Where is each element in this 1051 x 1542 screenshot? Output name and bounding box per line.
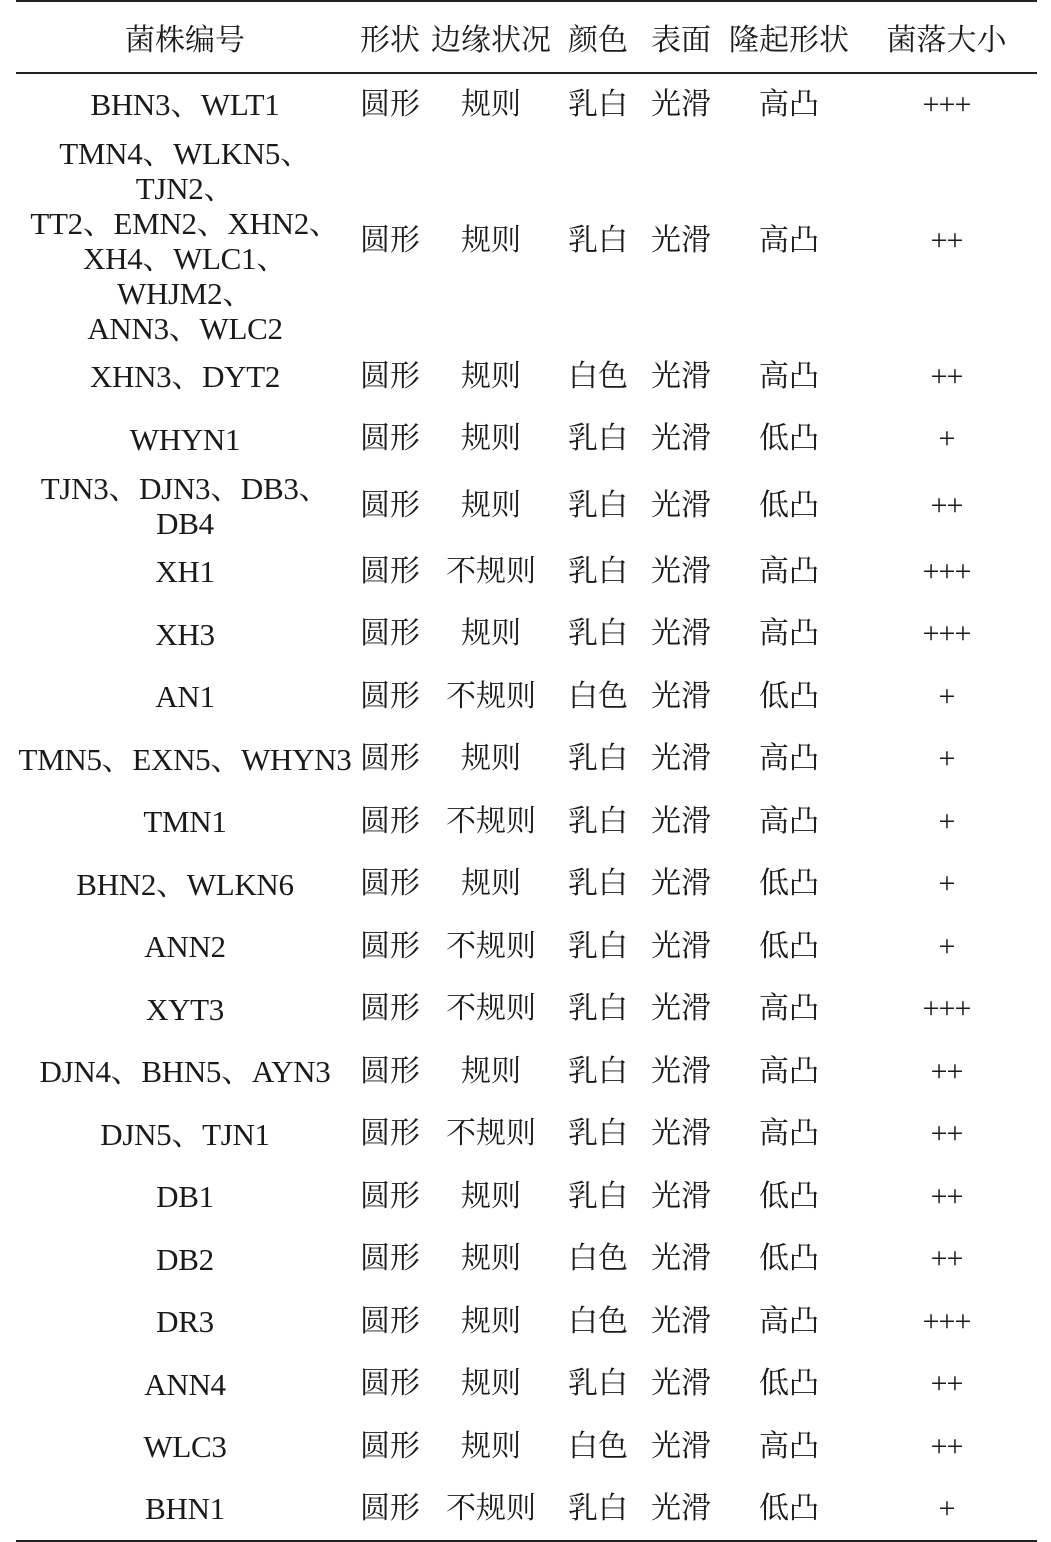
strain-id-cell: ANN2 bbox=[144, 929, 226, 965]
surface-cell: 光滑 bbox=[651, 1428, 711, 1464]
table-row bbox=[16, 603, 1037, 666]
edge-cell: 不规则 bbox=[426, 1478, 556, 1541]
header-colony-size: 菌落大小 bbox=[856, 1, 1037, 73]
colony-size-cell: +++ bbox=[922, 992, 971, 1026]
edge-cell: 不规则 bbox=[446, 991, 536, 1027]
strain-id-cell: XYT3 bbox=[145, 991, 224, 1027]
strain-id-cell: BHN1 bbox=[16, 1478, 354, 1541]
elevation-cell: 高凸 bbox=[759, 1428, 819, 1464]
color-cell: 乳白 bbox=[568, 866, 628, 902]
surface-cell: 光滑 bbox=[651, 1303, 711, 1339]
elevation-cell: 高凸 bbox=[759, 616, 819, 652]
strain-id-cell: DB2 bbox=[156, 1241, 214, 1277]
shape-cell: 圆形 bbox=[360, 1241, 420, 1277]
elevation-cell: 高凸 bbox=[759, 222, 819, 258]
elevation-cell: 低凸 bbox=[759, 678, 819, 714]
colony-size-cell: + bbox=[856, 1478, 1037, 1541]
shape-cell: 圆形 bbox=[360, 1178, 420, 1214]
elevation-cell: 低凸 bbox=[759, 487, 819, 523]
table-row bbox=[16, 1353, 1037, 1416]
edge-cell: 规则 bbox=[461, 86, 521, 122]
surface-cell: 光滑 bbox=[651, 1241, 711, 1277]
header-shape: 形状 bbox=[354, 1, 426, 73]
color-cell: 乳白 bbox=[568, 1053, 628, 1089]
shape-cell: 圆形 bbox=[360, 1116, 420, 1152]
table-row bbox=[16, 1103, 1037, 1166]
colony-size-cell: +++ bbox=[922, 617, 971, 651]
elevation-cell: 低凸 bbox=[759, 421, 819, 457]
colony-size-cell: + bbox=[938, 929, 955, 963]
table-row bbox=[16, 1041, 1037, 1104]
color-cell: 乳白 bbox=[568, 222, 628, 258]
colony-size-cell: ++ bbox=[930, 1242, 963, 1276]
surface-cell: 光滑 bbox=[651, 86, 711, 122]
strain-id-cell: DB1 bbox=[156, 1179, 214, 1215]
edge-cell: 规则 bbox=[461, 1241, 521, 1277]
table-body bbox=[16, 73, 1037, 1541]
edge-cell: 规则 bbox=[461, 866, 521, 902]
table-row bbox=[16, 666, 1037, 729]
strain-id-cell: DJN4、BHN5、AYN3 bbox=[39, 1054, 331, 1090]
strain-id-cell: TMN4、WLKN5、TJN2、 TT2、EMN2、XHN2、 XH4、WLC1、WHJM2、 ANN3、WLC2 bbox=[30, 135, 340, 346]
colony-size-cell: + bbox=[938, 679, 955, 713]
edge-cell: 不规则 bbox=[446, 678, 536, 714]
table-row bbox=[16, 1291, 1037, 1354]
shape-cell: 圆形 bbox=[360, 1366, 420, 1402]
colony-size-cell: +++ bbox=[922, 554, 971, 588]
color-cell: 乳白 bbox=[568, 1116, 628, 1152]
edge-cell: 不规则 bbox=[446, 928, 536, 964]
strain-id-cell: AN1 bbox=[155, 679, 215, 715]
header-surface: 表面 bbox=[640, 1, 722, 73]
table-row bbox=[16, 728, 1037, 791]
shape-cell: 圆形 bbox=[360, 616, 420, 652]
table-row bbox=[16, 853, 1037, 916]
header-row bbox=[16, 1, 1037, 73]
table-row bbox=[16, 471, 1037, 541]
surface-cell: 光滑 bbox=[651, 487, 711, 523]
colony-size-cell: ++ bbox=[930, 1367, 963, 1401]
elevation-cell: 高凸 bbox=[759, 358, 819, 394]
elevation-cell: 高凸 bbox=[759, 741, 819, 777]
table-row bbox=[16, 73, 1037, 136]
surface-cell: 光滑 bbox=[651, 678, 711, 714]
shape-cell: 圆形 bbox=[360, 553, 420, 589]
surface-cell: 光滑 bbox=[640, 1478, 722, 1541]
strain-id-cell: TMN5、EXN5、WHYN3 bbox=[18, 741, 352, 777]
elevation-cell: 高凸 bbox=[759, 553, 819, 589]
surface-cell: 光滑 bbox=[651, 866, 711, 902]
edge-cell: 不规则 bbox=[446, 803, 536, 839]
strain-id-cell: XHN3、DYT2 bbox=[89, 359, 281, 395]
edge-cell: 规则 bbox=[461, 616, 521, 652]
shape-cell: 圆形 bbox=[360, 1428, 420, 1464]
table-row bbox=[16, 791, 1037, 854]
colony-characteristics-table-container bbox=[16, 0, 1037, 1542]
colony-size-cell: + bbox=[938, 422, 955, 456]
edge-cell: 规则 bbox=[461, 741, 521, 777]
shape-cell: 圆形 bbox=[360, 487, 420, 523]
strain-id-cell: ANN4 bbox=[144, 1366, 226, 1402]
strain-id-cell: WLC3 bbox=[143, 1429, 227, 1465]
colony-size-cell: ++ bbox=[930, 1054, 963, 1088]
table-row bbox=[16, 1228, 1037, 1291]
strain-id-cell: XH1 bbox=[155, 554, 215, 590]
edge-cell: 规则 bbox=[461, 1366, 521, 1402]
colony-size-cell: + bbox=[938, 804, 955, 838]
elevation-cell: 低凸 bbox=[759, 1178, 819, 1214]
shape-cell: 圆形 bbox=[354, 1478, 426, 1541]
strain-id-cell: DR3 bbox=[156, 1304, 214, 1340]
shape-cell: 圆形 bbox=[360, 928, 420, 964]
header-color: 颜色 bbox=[556, 1, 640, 73]
color-cell: 白色 bbox=[568, 678, 628, 714]
surface-cell: 光滑 bbox=[651, 553, 711, 589]
color-cell: 乳白 bbox=[568, 616, 628, 652]
color-cell: 乳白 bbox=[568, 553, 628, 589]
colony-characteristics-table bbox=[16, 0, 1037, 1542]
surface-cell: 光滑 bbox=[651, 991, 711, 1027]
table-row bbox=[16, 136, 1037, 346]
shape-cell: 圆形 bbox=[360, 803, 420, 839]
table-row bbox=[16, 408, 1037, 471]
edge-cell: 规则 bbox=[461, 1428, 521, 1464]
color-cell: 白色 bbox=[568, 1303, 628, 1339]
color-cell: 乳白 bbox=[568, 928, 628, 964]
edge-cell: 规则 bbox=[461, 1053, 521, 1089]
surface-cell: 光滑 bbox=[651, 222, 711, 258]
strain-id-cell: BHN2、WLKN6 bbox=[76, 866, 294, 902]
colony-size-cell: ++ bbox=[930, 223, 963, 257]
strain-id-cell: WHYN1 bbox=[129, 421, 241, 457]
color-cell: 乳白 bbox=[568, 421, 628, 457]
header-elevation: 隆起形状 bbox=[722, 1, 856, 73]
table-row bbox=[16, 1166, 1037, 1229]
elevation-cell: 低凸 bbox=[759, 1366, 819, 1402]
shape-cell: 圆形 bbox=[360, 421, 420, 457]
table-row bbox=[16, 978, 1037, 1041]
colony-size-cell: ++ bbox=[930, 359, 963, 393]
surface-cell: 光滑 bbox=[651, 1053, 711, 1089]
elevation-cell: 低凸 bbox=[759, 928, 819, 964]
shape-cell: 圆形 bbox=[360, 991, 420, 1027]
surface-cell: 光滑 bbox=[651, 803, 711, 839]
table-row bbox=[16, 1416, 1037, 1479]
surface-cell: 光滑 bbox=[651, 1366, 711, 1402]
elevation-cell: 高凸 bbox=[759, 991, 819, 1027]
edge-cell: 规则 bbox=[461, 487, 521, 523]
color-cell: 乳白 bbox=[568, 741, 628, 777]
shape-cell: 圆形 bbox=[360, 678, 420, 714]
edge-cell: 规则 bbox=[461, 358, 521, 394]
shape-cell: 圆形 bbox=[360, 1053, 420, 1089]
surface-cell: 光滑 bbox=[651, 1178, 711, 1214]
colony-size-cell: + bbox=[938, 742, 955, 776]
colony-size-cell: ++ bbox=[930, 1179, 963, 1213]
elevation-cell: 高凸 bbox=[759, 1116, 819, 1152]
surface-cell: 光滑 bbox=[651, 616, 711, 652]
colony-size-cell: + bbox=[938, 867, 955, 901]
elevation-cell: 高凸 bbox=[759, 1053, 819, 1089]
shape-cell: 圆形 bbox=[360, 866, 420, 902]
color-cell: 乳白 bbox=[568, 487, 628, 523]
strain-id-cell: TJN3、DJN3、DB3、DB4 bbox=[40, 470, 330, 541]
elevation-cell: 高凸 bbox=[759, 1303, 819, 1339]
color-cell: 白色 bbox=[568, 358, 628, 394]
color-cell: 乳白 bbox=[556, 1478, 640, 1541]
strain-id-cell: XH3 bbox=[155, 616, 215, 652]
surface-cell: 光滑 bbox=[651, 741, 711, 777]
color-cell: 乳白 bbox=[568, 86, 628, 122]
header-strain-id: 菌株编号 bbox=[16, 1, 354, 73]
shape-cell: 圆形 bbox=[360, 358, 420, 394]
color-cell: 乳白 bbox=[568, 803, 628, 839]
table-row bbox=[16, 346, 1037, 409]
elevation-cell: 低凸 bbox=[759, 1241, 819, 1277]
edge-cell: 规则 bbox=[461, 1303, 521, 1339]
elevation-cell: 低凸 bbox=[722, 1478, 856, 1541]
elevation-cell: 高凸 bbox=[759, 803, 819, 839]
colony-size-cell: +++ bbox=[922, 87, 971, 121]
shape-cell: 圆形 bbox=[360, 222, 420, 258]
surface-cell: 光滑 bbox=[651, 421, 711, 457]
strain-id-cell: DJN5、TJN1 bbox=[100, 1116, 270, 1152]
edge-cell: 不规则 bbox=[446, 1116, 536, 1152]
colony-size-cell: ++ bbox=[930, 488, 963, 522]
color-cell: 白色 bbox=[568, 1428, 628, 1464]
surface-cell: 光滑 bbox=[651, 358, 711, 394]
elevation-cell: 高凸 bbox=[759, 86, 819, 122]
shape-cell: 圆形 bbox=[360, 1303, 420, 1339]
surface-cell: 光滑 bbox=[651, 928, 711, 964]
table-row bbox=[16, 1478, 1037, 1541]
elevation-cell: 低凸 bbox=[759, 866, 819, 902]
strain-id-cell: BHN3、WLT1 bbox=[90, 87, 280, 123]
table-row bbox=[16, 541, 1037, 604]
color-cell: 乳白 bbox=[568, 991, 628, 1027]
shape-cell: 圆形 bbox=[360, 741, 420, 777]
colony-size-cell: ++ bbox=[930, 1117, 963, 1151]
edge-cell: 规则 bbox=[461, 222, 521, 258]
edge-cell: 规则 bbox=[461, 1178, 521, 1214]
table-header bbox=[16, 1, 1037, 73]
colony-size-cell: ++ bbox=[930, 1429, 963, 1463]
colony-size-cell: +++ bbox=[922, 1304, 971, 1338]
color-cell: 乳白 bbox=[568, 1366, 628, 1402]
color-cell: 白色 bbox=[568, 1241, 628, 1277]
color-cell: 乳白 bbox=[568, 1178, 628, 1214]
surface-cell: 光滑 bbox=[651, 1116, 711, 1152]
edge-cell: 不规则 bbox=[446, 553, 536, 589]
table-row bbox=[16, 916, 1037, 979]
header-edge: 边缘状况 bbox=[426, 1, 556, 73]
strain-id-cell: TMN1 bbox=[143, 804, 227, 840]
shape-cell: 圆形 bbox=[360, 86, 420, 122]
edge-cell: 规则 bbox=[461, 421, 521, 457]
